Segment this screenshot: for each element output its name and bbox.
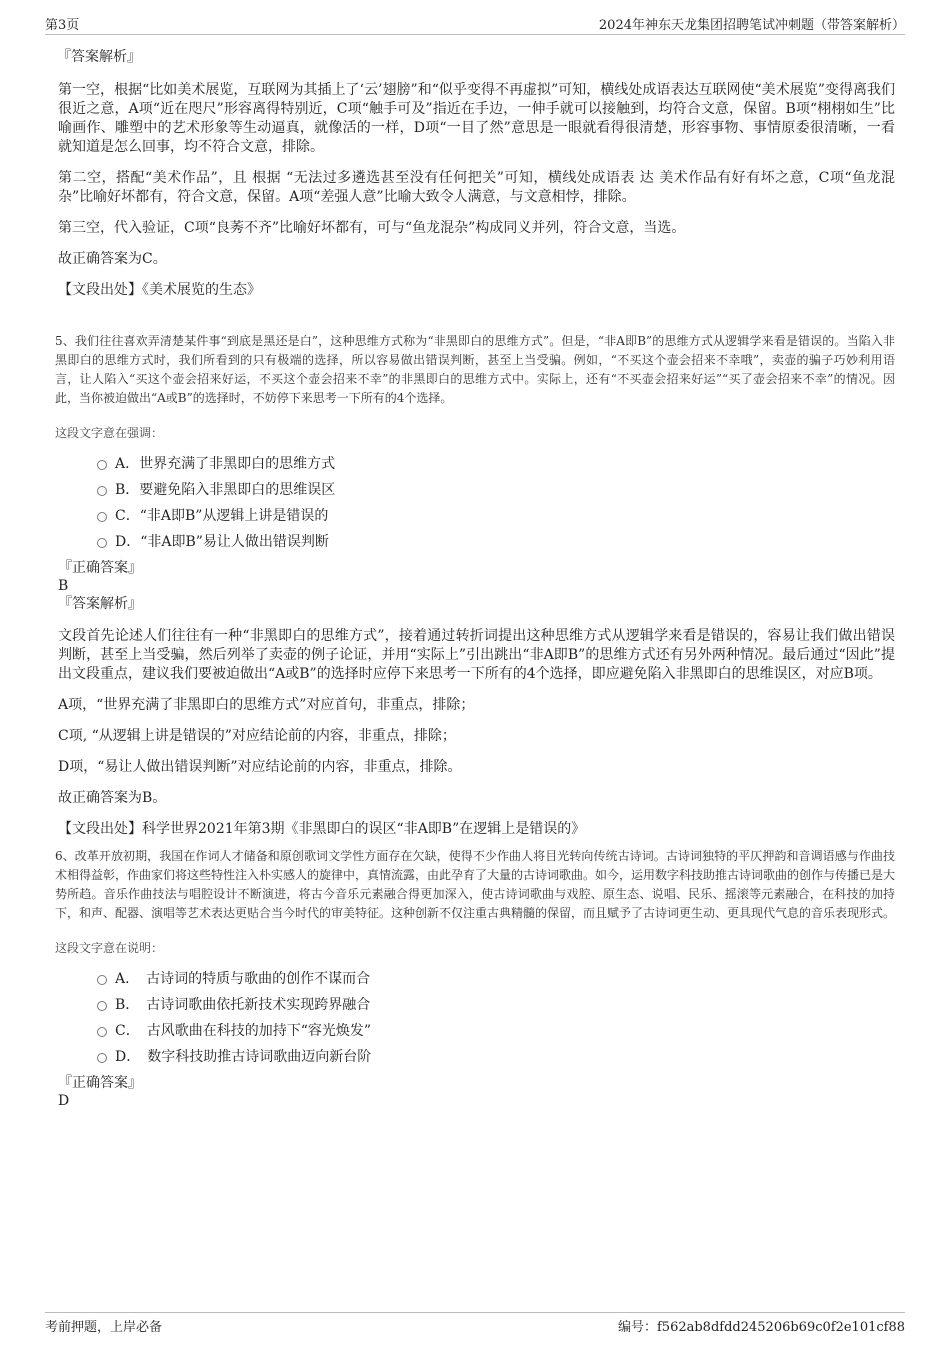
radio-icon[interactable] <box>97 975 107 985</box>
q6-option-b[interactable]: B． 古诗词歌曲依托新技术实现跨界融合 <box>55 992 895 1018</box>
q4-analysis-p2: 第二空，搭配“美术作品”，且 根据 “无法过多遴选甚至没有任何把关”可知，横线处成语表 达 美术作品有好有坏之意，C项“鱼龙混杂”比喻好坏都有，符合文意，保留。A项“差强人意”比喻大致令人满意，与文意相悖，排除。 <box>58 170 895 205</box>
q6-prompt: 这段文字意在说明： <box>55 941 164 955</box>
q5-correct-label: 『正确答案』 <box>58 560 142 576</box>
q4-analysis-label: 『答案解析』 <box>57 49 141 65</box>
q5-analysis-p1: 文段首先论述人们往往有一种“非黑即白的思维方式”，接着通过转折词提出这种思维方式从逻辑学来看是错误的，容易让我们做出错误判断，甚至上当受骗，然后列举了卖壶的例子论证，并用“实际上”引出跳出“非A即B”的思维方式还有另外两种情况。最后通过“因此”提出文段重点，建议我们要被迫做出“A或B”的选择时应停下来思考一下所有的4个选择，即应避免陷入非黑即白的思维误区，对应B项。 <box>58 628 895 682</box>
q6-correct-label: 『正确答案』 <box>58 1075 142 1091</box>
q5-options <box>55 451 895 555</box>
radio-icon[interactable] <box>97 1053 107 1063</box>
q6-options <box>55 966 895 1070</box>
q6-correct-answer: D <box>58 1093 70 1109</box>
q5-answer-line: 故正确答案为B。 <box>58 790 167 806</box>
radio-icon[interactable] <box>97 512 107 522</box>
main-content <box>55 44 895 1110</box>
q5-option-d[interactable]: D．“非A即B”易让人做出错误判断 <box>55 529 895 555</box>
radio-icon[interactable] <box>97 1001 107 1011</box>
footer-slogan: 考前押题，上岸必备 <box>45 1320 163 1335</box>
radio-icon[interactable] <box>97 460 107 470</box>
page-footer <box>45 1312 905 1338</box>
radio-icon[interactable] <box>97 1027 107 1037</box>
q5-analysis-label: 『答案解析』 <box>58 596 142 612</box>
page-header <box>45 14 905 35</box>
q5-option-c[interactable]: C．“非A即B”从逻辑上讲是错误的 <box>55 503 895 529</box>
q5-analysis-p3: C项, “从逻辑上讲是错误的”对应结论前的内容，非重点，排除； <box>58 728 456 744</box>
q6-stem: 6、改革开放初期，我国在作词人才储备和原创歌词文学性方面存在欠缺，使得不少作曲人将目光转向传统古诗词。古诗词独特的平仄押韵和音调语感与作曲技术相得益彰，作曲家们将这些特性注入朴实感人的旋律中，真情流露，由此孕育了大量的古诗词歌曲。如今，运用数字科技助推古诗词歌曲的创作与传播已是大势所趋。音乐作曲技法与唱腔设计不断演进，将古今音乐元素融合得更加深入，使古诗词歌曲与戏腔、原生态、说唱、民乐、摇滚等元素融合，在科技的加持下，和声、配器、演唱等艺术表达更贴合当今时代的审美特征。这种创新不仅注重古典精髓的保留，而且赋予了古诗词更生动、更具现代气息的音乐表现形式。 <box>55 849 896 920</box>
q4-source: 【文段出处】《美术展览的生态》 <box>58 282 261 298</box>
q6-option-a[interactable]: A． 古诗词的特质与歌曲的创作不谋而合 <box>55 966 895 992</box>
q5-analysis-p2: A项，“世界充满了非黑即白的思维方式”对应首句，非重点，排除； <box>58 697 475 713</box>
q5-prompt: 这段文字意在强调： <box>55 426 164 440</box>
footer-doc-id: 编号：f562ab8dfdd245206b69c0f2e101cf88 <box>617 1320 905 1335</box>
q5-option-a[interactable]: A．世界充满了非黑即白的思维方式 <box>55 451 895 477</box>
q5-option-b[interactable]: B．要避免陷入非黑即白的思维误区 <box>55 477 895 503</box>
q5-source: 【文段出处】科学世界2021年第3期《非黑即白的误区“非A即B”在逻辑上是错误的》 <box>58 821 586 837</box>
q6-option-c[interactable]: C． 古风歌曲在科技的加持下“容光焕发” <box>55 1018 895 1044</box>
page-number: 第3页 <box>45 18 80 33</box>
q4-answer-line: 故正确答案为C。 <box>58 251 167 267</box>
q5-stem: 5、我们往往喜欢弄清楚某件事“到底是黑还是白”，这种思维方式称为“非黑即白的思维方式”。但是，“非A即B”的思维方式从逻辑学来看是错误的。当陷入非黑即白的思维方式时，我们所看到的只有极端的选择，所以容易做出错误判断，甚至上当受骗。例如，“不买这个壶会招来不幸哦”，卖壶的骗子巧妙利用语言，让人陷入“买这个壶会招来好运，不买这个壶会招来不幸”的非黑即白的思维方式中。实际上，还有“不买壶会招来好运”“买了壶会招来不幸”的情况。因此，当你被迫做出“A或B”的选择时，不妨停下来思考一下所有的4个选择。 <box>55 334 895 405</box>
radio-icon[interactable] <box>97 486 107 496</box>
radio-icon[interactable] <box>97 538 107 548</box>
q6-option-d[interactable]: D． 数字科技助推古诗词歌曲迈向新台阶 <box>55 1044 895 1070</box>
q4-analysis-p3: 第三空，代入验证，C项“良莠不齐”比喻好坏都有，可与“鱼龙混杂”构成同义并列，符合文意，当选。 <box>58 220 686 236</box>
q5-correct-answer: B <box>58 578 69 594</box>
q4-analysis-p1: 第一空，根据“比如美术展览，互联网为其插上了‘云’翅膀”和“似乎变得不再虚拟”可知，横线处成语表达互联网使“美术展览”变得离我们很近之意，A项“近在咫尺”形容离得特别近，C项“触手可及”指近在手边，一伸手就可以接触到，均符合文意，保留。B项“栩栩如生”比喻画作、雕塑中的艺术形象等生动逼真，就像活的一样，D项“一目了然”意思是一眼就看得很清楚，形容事物、事情原委很清晰，一看就知道是怎么回事，均不符合文意，排除。 <box>58 82 895 155</box>
q5-analysis-p4: D项，“易让人做出错误判断”对应结论前的内容，非重点，排除。 <box>58 759 462 775</box>
doc-title: 2024年神东天龙集团招聘笔试冲刺题（带答案解析） <box>598 18 905 33</box>
